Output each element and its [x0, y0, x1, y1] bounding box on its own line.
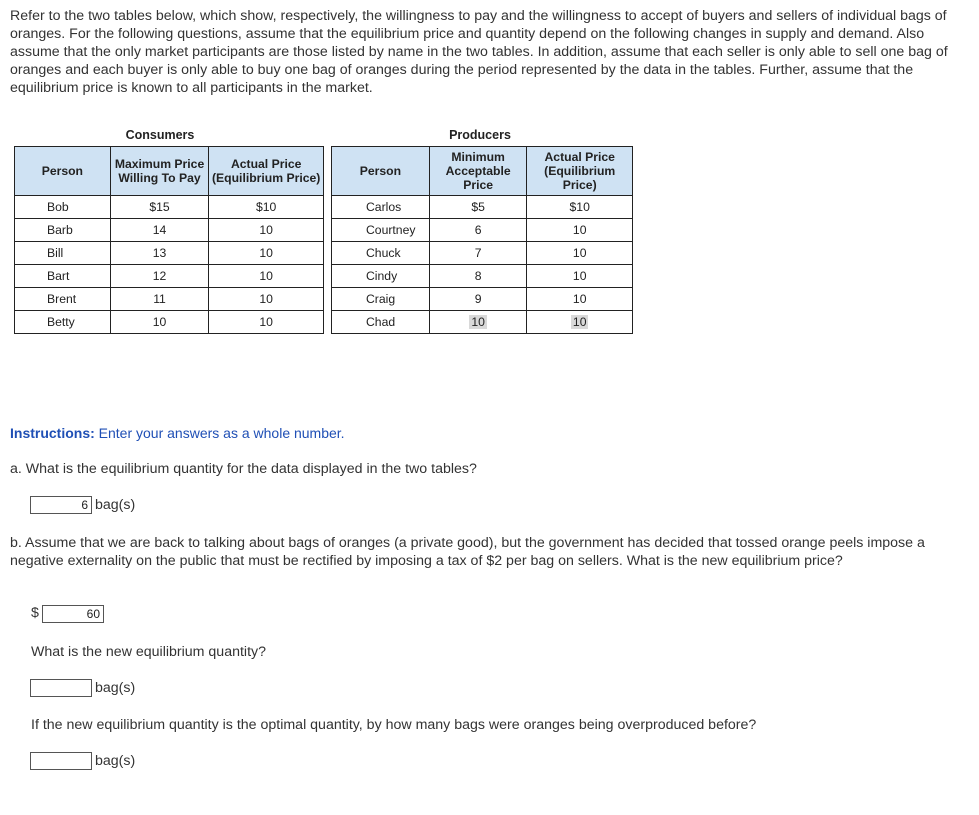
producers-cell [429, 196, 527, 219]
instructions-text: Enter your answers as a whole number. [98, 425, 345, 441]
producers-cell [429, 242, 527, 265]
producers-cell [527, 265, 633, 288]
answer-b-overproduced-input[interactable] [30, 752, 92, 770]
producers-cell-text: Cindy [366, 269, 398, 283]
consumers-row [15, 288, 324, 311]
producers-cell [527, 288, 633, 311]
producers-row [332, 242, 633, 265]
consumers-cell-text: 11 [153, 292, 166, 306]
answer-b-quantity-unit: bag(s) [95, 680, 136, 696]
answer-b-price-input[interactable] [42, 605, 104, 623]
intro-text: Refer to the two tables below, which show, respectively, the willingness to pay and the willingness to accept of buyers and sellers of individual bags of oranges. For the following questions, assume that the equilibrium price and quantity depend on the following changes in supply and demand. Also assume that the only market participants are those listed by name in the two tables. In addition, assume that each seller is only able to sell one bag of oranges and each buyer is only able to buy one bag of oranges during the period represented by the data in the tables. Further, assume that the equilibrium price is known to all participants in the market. [10, 8, 948, 96]
producers-cell-text: 9 [474, 292, 482, 306]
producers-cell-text: 6 [474, 223, 482, 237]
producers-cell-text: 10 [572, 292, 587, 306]
producers-header-min-price: Minimum Acceptable Price [429, 147, 527, 196]
answer-b-quantity-input[interactable] [30, 679, 92, 697]
consumers-cell [209, 311, 324, 334]
consumers-row [15, 242, 324, 265]
question-b-overproduced: If the new equilibrium quantity is the optimal quantity, by how many bags were oranges being overproduced before? [31, 717, 757, 733]
producers-cell [332, 265, 430, 288]
consumers-cell [209, 242, 324, 265]
producers-row [332, 265, 633, 288]
consumers-cell [15, 311, 111, 334]
consumers-cell [209, 265, 324, 288]
producers-table [331, 146, 633, 334]
consumers-cell-text: Brent [47, 292, 77, 306]
producers-cell [429, 265, 527, 288]
consumers-cell [209, 196, 324, 219]
producers-row [332, 196, 633, 219]
consumers-cell-text: 10 [259, 269, 273, 283]
producers-cell [527, 311, 633, 334]
producers-row [332, 219, 633, 242]
producers-cell-text: $10 [569, 200, 590, 214]
answer-b-overproduced-unit: bag(s) [95, 753, 136, 769]
producers-row [332, 288, 633, 311]
producers-cell-text: Chuck [366, 246, 401, 260]
question-a: a. What is the equilibrium quantity for the data displayed in the two tables? [10, 461, 477, 477]
consumers-cell-text: 10 [259, 223, 273, 237]
consumers-cell-text: 10 [259, 292, 273, 306]
consumers-row [15, 196, 324, 219]
consumers-cell [110, 196, 209, 219]
consumers-cell [110, 265, 209, 288]
answer-a-unit: bag(s) [95, 497, 136, 513]
producers-cell [527, 242, 633, 265]
consumers-cell-text: Bob [47, 200, 69, 214]
producers-cell [527, 196, 633, 219]
question-b: b. Assume that we are back to talking about bags of oranges (a private good), but the government has decided that tossed orange peels impose a negative externality on the public that must be rectified by imposing a tax of $2 per bag on sellers. What is the new equilibrium price? [10, 535, 925, 569]
producers-cell-text: $5 [471, 200, 485, 214]
instructions-label: Instructions: [10, 425, 95, 441]
answer-a-input[interactable] [30, 496, 92, 514]
consumers-cell [209, 288, 324, 311]
producers-cell [429, 288, 527, 311]
consumers-cell [209, 219, 324, 242]
producers-cell-text: 8 [474, 269, 482, 283]
consumers-table [14, 146, 324, 334]
consumers-cell-text: $10 [256, 200, 277, 214]
consumers-cell [15, 288, 111, 311]
producers-cell-text: 10 [471, 315, 485, 329]
producers-cell-text: 10 [572, 223, 587, 237]
producers-cell-text: 10 [572, 269, 587, 283]
consumers-cell [15, 265, 111, 288]
consumers-cell-text: Barb [47, 223, 73, 237]
consumers-cell [110, 311, 209, 334]
consumers-cell [110, 242, 209, 265]
question-b-quantity: What is the new equilibrium quantity? [31, 644, 267, 660]
currency-symbol: $ [31, 605, 39, 621]
producers-cell-text: 10 [572, 315, 587, 329]
consumers-cell [15, 219, 111, 242]
consumers-cell [15, 196, 111, 219]
consumers-cell-text: 13 [152, 246, 167, 260]
consumers-header-person: Person [15, 147, 111, 196]
producers-cell [429, 311, 527, 334]
producers-cell-text: 7 [474, 246, 482, 260]
producers-cell [332, 242, 430, 265]
producers-cell [332, 219, 430, 242]
consumers-header-actual-price: Actual Price (Equilibrium Price) [209, 147, 324, 196]
consumers-cell-text: 10 [152, 315, 167, 329]
consumers-title: Consumers [125, 128, 195, 142]
producers-title: Producers [449, 128, 511, 142]
instructions [10, 425, 345, 441]
consumers-cell-text: 12 [152, 269, 167, 283]
consumers-header-max-price: Maximum Price Willing To Pay [110, 147, 209, 196]
consumers-cell-text: Bart [47, 269, 70, 283]
producers-header-actual-price: Actual Price (Equilibrium Price) [527, 147, 633, 196]
consumers-row [15, 265, 324, 288]
producers-cell [332, 288, 430, 311]
consumers-cell-text: $15 [149, 200, 170, 214]
producers-cell-text: Craig [366, 292, 396, 306]
producers-cell [527, 219, 633, 242]
producers-cell-text: 10 [572, 246, 587, 260]
consumers-cell [110, 219, 209, 242]
producers-cell-text: Chad [366, 315, 396, 329]
consumers-cell-text: Bill [47, 246, 64, 260]
consumers-cell-text: 10 [259, 246, 273, 260]
producers-header-person: Person [332, 147, 430, 196]
producers-cell [429, 219, 527, 242]
consumers-cell-text: 10 [259, 315, 273, 329]
producers-cell-text: Carlos [366, 200, 402, 214]
consumers-cell [110, 288, 209, 311]
consumers-cell-text: 14 [152, 223, 167, 237]
consumers-cell [15, 242, 111, 265]
producers-cell-text: Courtney [366, 223, 416, 237]
producers-row [332, 311, 633, 334]
producers-cell [332, 196, 430, 219]
consumers-row [15, 311, 324, 334]
consumers-cell-text: Betty [47, 315, 75, 329]
producers-cell [332, 311, 430, 334]
consumers-row [15, 219, 324, 242]
